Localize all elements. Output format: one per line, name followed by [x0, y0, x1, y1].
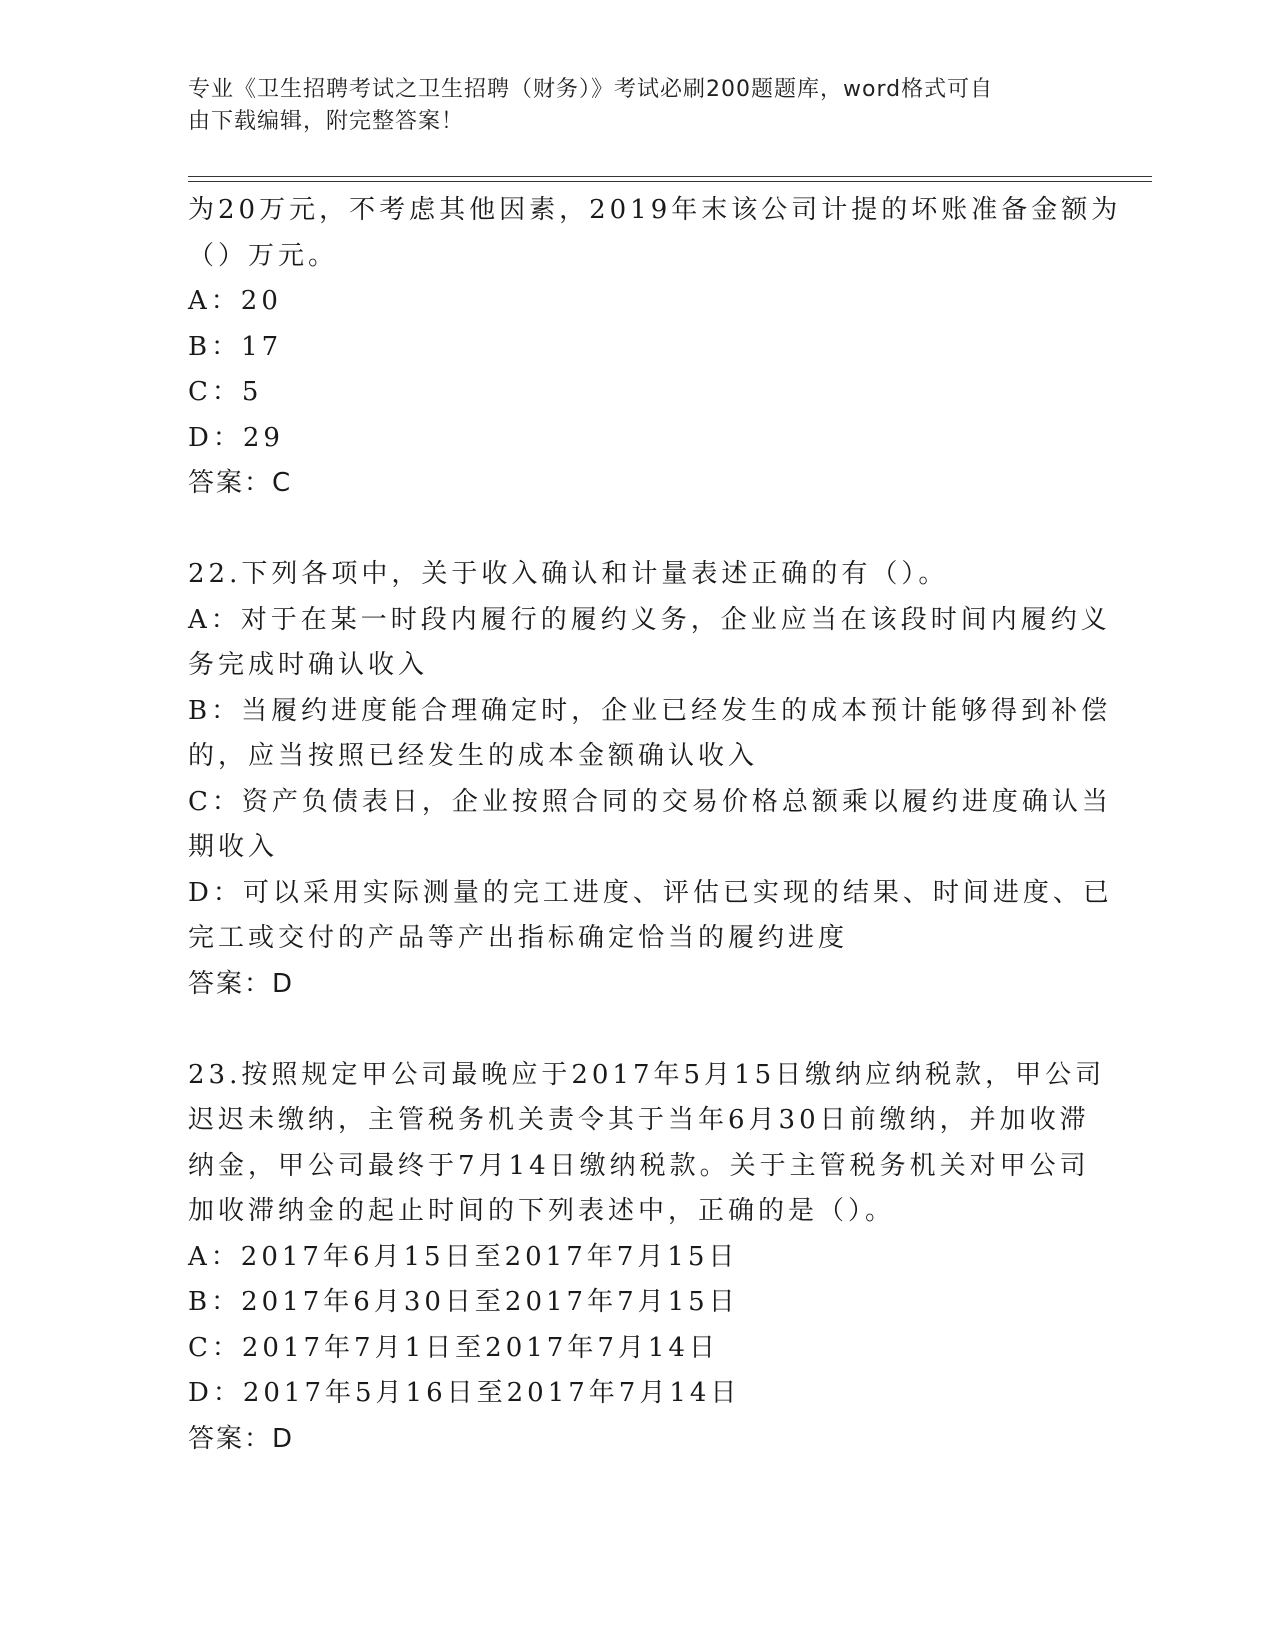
option-a-continuation: 务完成时确认收入: [188, 650, 429, 680]
option-a: A：2017年6月15日至2017年7月15日: [188, 1241, 739, 1272]
option-c: C：2017年7月1日至2017年7月14日: [188, 1332, 719, 1363]
question-stem-line: （）万元。: [188, 240, 339, 271]
header-rule-bottom: [188, 181, 1152, 182]
option-a: A：对于在某一时段内履行的履约义务，企业应当在该段时间内履约义: [188, 604, 1111, 635]
option-d-continuation: 完工或交付的产品等产出指标确定恰当的履约进度: [188, 923, 849, 953]
option-b: B：17: [188, 331, 283, 362]
question-21: [188, 188, 1122, 507]
question-stem-line: 纳金，甲公司最终于7月14日缴纳税款。关于主管税务机关对甲公司: [188, 1150, 1090, 1181]
option-c-continuation: 期收入: [188, 832, 279, 862]
answer-line: 答案：D: [188, 968, 295, 999]
question-stem-line: 为20万元，不考虑其他因素，2019年末该公司计提的坏账准备金额为: [188, 195, 1122, 225]
option-d: D：2017年5月16日至2017年7月14日: [188, 1378, 741, 1408]
header-title-line-1: 专业《卫生招聘考试之卫生招聘（财务）》考试必刷200题题库，word格式可自: [188, 77, 994, 102]
question-spacer: [188, 1007, 1088, 1053]
question-stem-line: 加收滞纳金的起止时间的下列表述中，正确的是（）。: [188, 1196, 896, 1226]
question-23: [188, 1053, 1106, 1463]
option-b: B：2017年6月30日至2017年7月15日: [188, 1287, 739, 1317]
question-stem-line: 22.下列各项中，关于收入确认和计量表述正确的有（）。: [188, 559, 949, 589]
header-title-line-2: 由下载编辑，附完整答案！: [188, 109, 465, 134]
option-c: C：资产负债表日，企业按照合同的交易价格总额乘以履约进度确认当: [188, 786, 1112, 817]
question-stem-line: 迟迟未缴纳，主管税务机关责令其于当年6月30日前缴纳，并加收滞: [188, 1105, 1090, 1135]
answer-line: 答案：D: [188, 1423, 295, 1454]
header-rule-top: [188, 176, 1152, 177]
option-d: D：可以采用实际测量的完工进度、评估已实现的结果、时间进度、已: [188, 877, 1113, 908]
question-stem-line: 23.按照规定甲公司最晚应于2017年5月15日缴纳应纳税款，甲公司: [188, 1059, 1106, 1090]
document-header: [188, 74, 1068, 138]
document-body: [188, 188, 1122, 1462]
option-b: B：当履约进度能合理确定时，企业已经发生的成本预计能够得到补偿: [188, 695, 1112, 726]
question-22: [188, 552, 1113, 1007]
question-spacer: [188, 507, 1088, 553]
option-b-continuation: 的，应当按照已经发生的成本金额确认收入: [188, 741, 759, 771]
answer-line: 答案：C: [188, 468, 293, 498]
option-c: C：5: [188, 377, 263, 407]
option-a: A：20: [188, 286, 282, 316]
option-d: D：29: [188, 422, 284, 453]
